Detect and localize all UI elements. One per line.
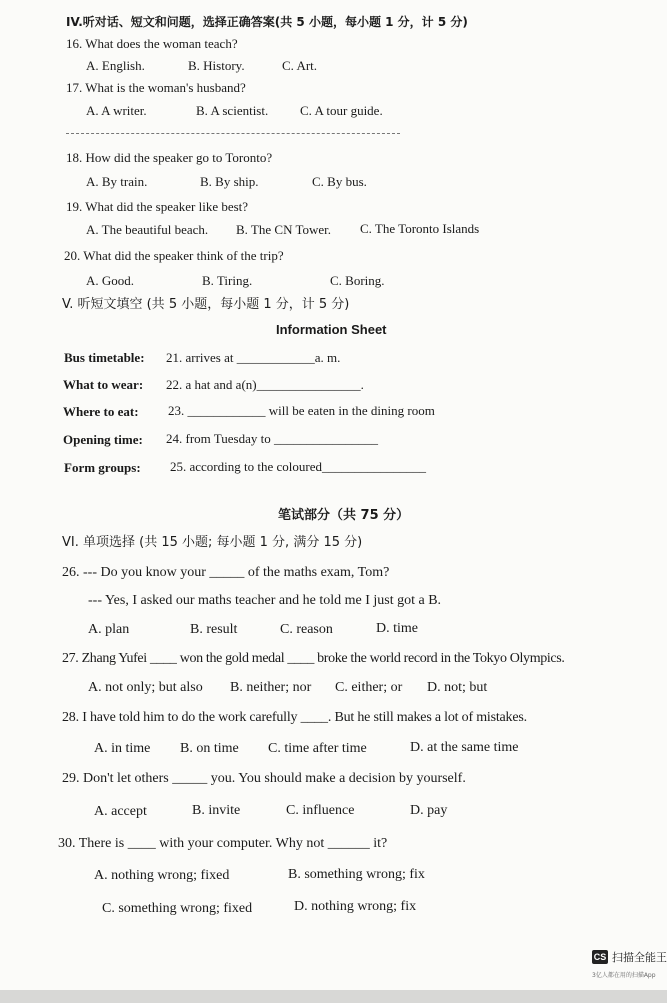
q29-option-c: C. influence — [286, 803, 355, 818]
divider — [66, 133, 400, 134]
q19-option-c: C. The Toronto Islands — [360, 221, 480, 236]
q30-option-a: A. nothing wrong; fixed — [94, 868, 230, 883]
row-label-where-to-eat: Where to eat: — [63, 404, 139, 419]
q17-option-c: C. A tour guide. — [300, 103, 383, 118]
q20-option-c: C. Boring. — [330, 273, 385, 288]
question-17: 17. What is the woman's husband? — [66, 80, 246, 95]
question-18: 18. How did the speaker go to Toronto? — [66, 150, 273, 165]
q27-option-d: D. not; but — [427, 680, 488, 695]
row-text-23: 23. ____________ will be eaten in the dining room — [168, 403, 435, 418]
q29-option-d: D. pay — [410, 803, 448, 818]
q27-option-c: C. either; or — [335, 680, 403, 695]
q28-option-d: D. at the same time — [410, 740, 519, 755]
information-sheet-title: Information Sheet — [276, 322, 387, 337]
q29-option-b: B. invite — [192, 803, 241, 818]
question-16: 16. What does the woman teach? — [66, 36, 238, 51]
q27-option-a: A. not only; but also — [88, 680, 203, 695]
q26-option-c: C. reason — [280, 622, 333, 637]
q27-option-b: B. neither; nor — [230, 680, 312, 695]
section-5-heading: V. 听短文填空 (共 5 小题，每小题 1 分，计 5 分) — [62, 297, 350, 312]
question-28: 28. I have told him to do the work carefully ____. But he still makes a lot of mistakes. — [62, 710, 527, 725]
q28-option-c: C. time after time — [268, 741, 367, 756]
q18-option-a: A. By train. — [86, 174, 148, 189]
question-27: 27. Zhang Yufei ____ won the gold medal ____ broke the world record in the Tokyo Olympics. — [62, 651, 565, 666]
q30-option-c: C. something wrong; fixed — [102, 901, 253, 916]
row-label-form-groups: Form groups: — [64, 460, 141, 475]
q16-option-a: A. English. — [86, 58, 145, 73]
q26-option-d: D. time — [376, 621, 418, 636]
q17-option-a: A. A writer. — [86, 103, 147, 118]
question-19: 19. What did the speaker like best? — [66, 199, 249, 214]
question-26-reply: --- Yes, I asked our maths teacher and he told me I just got a B. — [88, 593, 442, 608]
bottom-bar — [0, 990, 667, 1003]
q30-option-b: B. something wrong; fix — [288, 867, 425, 882]
q19-option-a: A. The beautiful beach. — [86, 222, 209, 237]
row-text-22: 22. a hat and a(n)________________. — [166, 377, 364, 392]
question-29: 29. Don't let others _____ you. You should make a decision by yourself. — [62, 771, 466, 786]
row-label-opening-time: Opening time: — [63, 432, 143, 447]
q26-option-b: B. result — [190, 622, 238, 637]
row-label-bus-timetable: Bus timetable: — [64, 350, 145, 365]
q28-option-b: B. on time — [180, 741, 239, 756]
q19-option-b: B. The CN Tower. — [236, 222, 332, 237]
q29-option-a: A. accept — [94, 804, 147, 819]
q18-option-c: C. By bus. — [312, 174, 367, 189]
row-text-21: 21. arrives at ____________a. m. — [166, 350, 341, 365]
section-4-heading: IV.听对话、短文和问题，选择正确答案(共 5 小题，每小题 1 分，计 5 分) — [66, 15, 468, 29]
written-part-heading: 笔试部分（共 75 分） — [278, 508, 410, 523]
q18-option-b: B. By ship. — [200, 174, 259, 189]
row-text-25: 25. according to the coloured________________ — [170, 459, 426, 474]
section-6-heading: VI. 单项选择 (共 15 小题; 每小题 1 分, 满分 15 分) — [62, 535, 363, 550]
q17-option-b: B. A scientist. — [196, 103, 269, 118]
q26-option-a: A. plan — [88, 622, 130, 637]
row-text-24: 24. from Tuesday to ________________ — [166, 431, 378, 446]
q30-option-d: D. nothing wrong; fix — [294, 899, 417, 914]
scanner-logo-icon: CS — [593, 952, 607, 962]
scanner-logo-subtext: 3亿人都在用的扫描App — [592, 972, 656, 979]
q16-option-b: B. History. — [188, 58, 245, 73]
question-30: 30. There is ____ with your computer. Why not ______ it? — [58, 836, 388, 851]
q20-option-a: A. Good. — [86, 273, 135, 288]
question-20: 20. What did the speaker think of the trip? — [64, 248, 284, 263]
q20-option-b: B. Tiring. — [202, 273, 253, 288]
q16-option-c: C. Art. — [282, 58, 318, 73]
q28-option-a: A. in time — [94, 741, 151, 756]
row-label-what-to-wear: What to wear: — [63, 377, 144, 392]
question-26: 26. --- Do you know your _____ of the maths exam, Tom? — [62, 565, 390, 580]
scanner-watermark — [592, 949, 667, 965]
scanner-logo-text: 扫描全能王 — [612, 951, 667, 964]
